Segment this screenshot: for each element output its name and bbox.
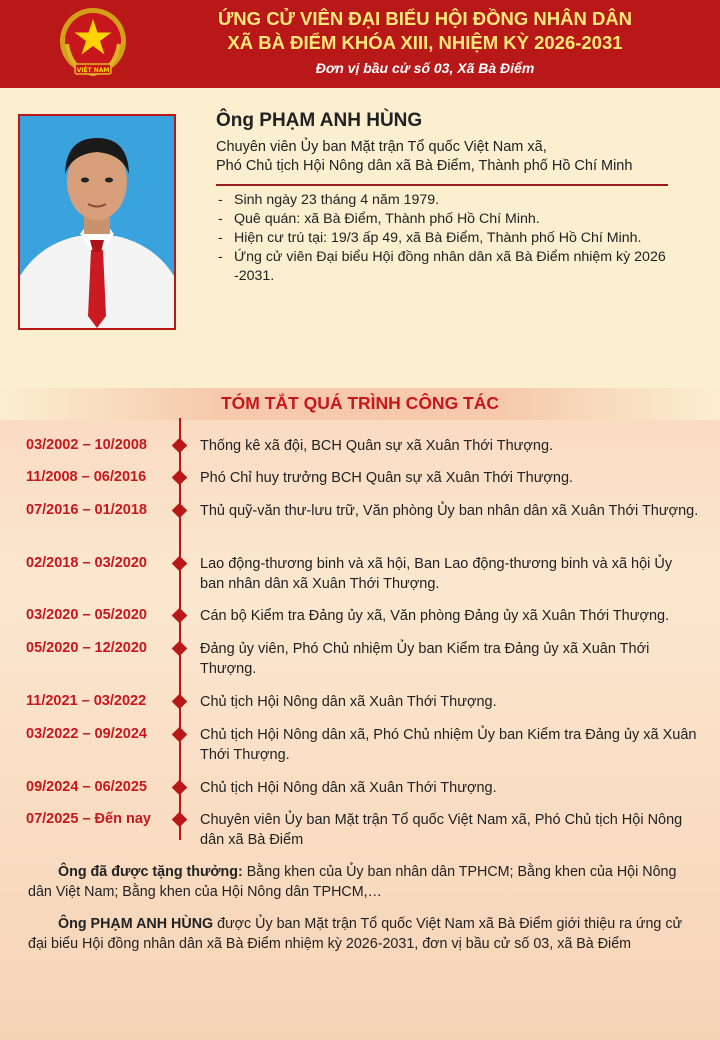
awards-paragraph: [28, 862, 696, 902]
timeline-date: 07/2025 – Đến nay: [26, 811, 151, 827]
timeline-date: 11/2021 – 03/2022: [26, 693, 147, 709]
timeline-date: 09/2024 – 06/2025: [26, 779, 147, 795]
timeline-date: 05/2020 – 12/2020: [26, 640, 147, 656]
national-emblem-icon: [55, 4, 131, 84]
position-line-2: Phó Chủ tịch Hội Nông dân xã Bà Điểm, Thành phố Hồ Chí Minh: [216, 158, 633, 174]
timeline-description: Chủ tịch Hội Nông dân xã, Phó Chủ nhiệm Ủy ban Kiểm tra Đảng ủy xã Xuân Thới Thượng.: [200, 727, 697, 763]
timeline-description: Lao động-thương binh và xã hội, Ban Lao động-thương binh và xã hội Ủy ban nhân dân xã Xuân Thới Thượng.: [200, 556, 673, 592]
introduction-name: Ông PHẠM ANH HÙNG: [58, 916, 214, 932]
svg-text:VIỆT NAM: VIỆT NAM: [76, 67, 110, 74]
divider: [216, 184, 668, 186]
timeline-description: Cán bộ Kiểm tra Đảng ủy xã, Văn phòng Đảng ủy xã Xuân Thới Thượng.: [200, 608, 670, 624]
portrait-image: [20, 116, 174, 328]
header-banner: [0, 0, 720, 88]
header-title-line2: XÃ BÀ ĐIỂM KHÓA XIII, NHIỆM KỲ 2026-2031: [227, 32, 623, 53]
introduction-paragraph: [28, 914, 696, 954]
timeline-date: 11/2008 – 06/2016: [26, 469, 147, 485]
position-line-1: Chuyên viên Ủy ban Mặt trận Tổ quốc Việt Nam xã,: [216, 139, 547, 155]
timeline-description: Chủ tịch Hội Nông dân xã Xuân Thới Thượng.: [200, 694, 497, 710]
timeline-description: Chuyên viên Ủy ban Mặt trận Tổ quốc Việt Nam xã, Phó Chủ tịch Hội Nông dân xã Bà Điểm: [200, 812, 683, 848]
header-title-line1: ỨNG CỬ VIÊN ĐẠI BIỂU HỘI ĐỒNG NHÂN DÂN: [217, 8, 633, 29]
timeline-description: Chủ tịch Hội Nông dân xã Xuân Thới Thượng.: [200, 780, 497, 796]
candidate-info-list: [216, 191, 706, 286]
candidate-photo: [18, 114, 176, 330]
timeline-description: Thống kê xã đội, BCH Quân sự xã Xuân Thới Thượng.: [200, 438, 554, 454]
candidate-position: [216, 138, 676, 176]
timeline-description: Phó Chỉ huy trưởng BCH Quân sự xã Xuân Thới Thượng.: [200, 470, 574, 486]
residence: - Hiện cư trú tại: 19/3 ấp 49, xã Bà Điểm, Thành phố Hồ Chí Minh.: [216, 229, 706, 248]
introduction-text: được Ủy ban Mặt trận Tổ quốc Việt Nam xã Bà Điểm giới thiệu ra ứng cử đại biểu Hội đồng nhân dân xã Bà Điểm nhiệm kỳ 2026-2031, đơn vị bầu cử số 03, xã Bà Điểm: [28, 916, 683, 952]
timeline-date: 03/2002 – 10/2008: [26, 437, 147, 453]
hometown: - Quê quán: xã Bà Điểm, Thành phố Hồ Chí Minh.: [216, 210, 706, 229]
timeline-description: Thủ quỹ-văn thư-lưu trữ, Văn phòng Ủy ban nhân dân xã Xuân Thới Thượng.: [200, 503, 699, 519]
section-title: TÓM TẮT QUÁ TRÌNH CÔNG TÁC: [220, 393, 500, 413]
awards-text: Bằng khen của Ủy ban nhân dân TPHCM; Bằng khen của Hội Nông dân Việt Nam; Bằng khen của Hội Nông dân TPHCM,…: [28, 864, 677, 900]
timeline-date: 02/2018 – 03/2020: [26, 555, 147, 571]
candidacy: - Ứng cử viên Đại biểu Hội đồng nhân dân xã Bà Điểm nhiệm kỳ 2026 -2031.: [216, 248, 706, 286]
header-constituency: Đơn vị bầu cử số 03, Xã Bà Điểm: [315, 60, 535, 76]
timeline-date: 03/2022 – 09/2024: [26, 726, 147, 742]
candidate-name: Ông PHẠM ANH HÙNG: [216, 110, 423, 131]
birth-date: - Sinh ngày 23 tháng 4 năm 1979.: [216, 191, 706, 210]
timeline-date: 07/2016 – 01/2018: [26, 502, 147, 518]
timeline-date: 03/2020 – 05/2020: [26, 607, 147, 623]
awards-label: Ông đã được tặng thưởng:: [58, 864, 243, 880]
timeline-description: Đảng ủy viên, Phó Chủ nhiệm Ủy ban Kiểm tra Đảng ủy xã Xuân Thới Thượng.: [200, 641, 650, 677]
